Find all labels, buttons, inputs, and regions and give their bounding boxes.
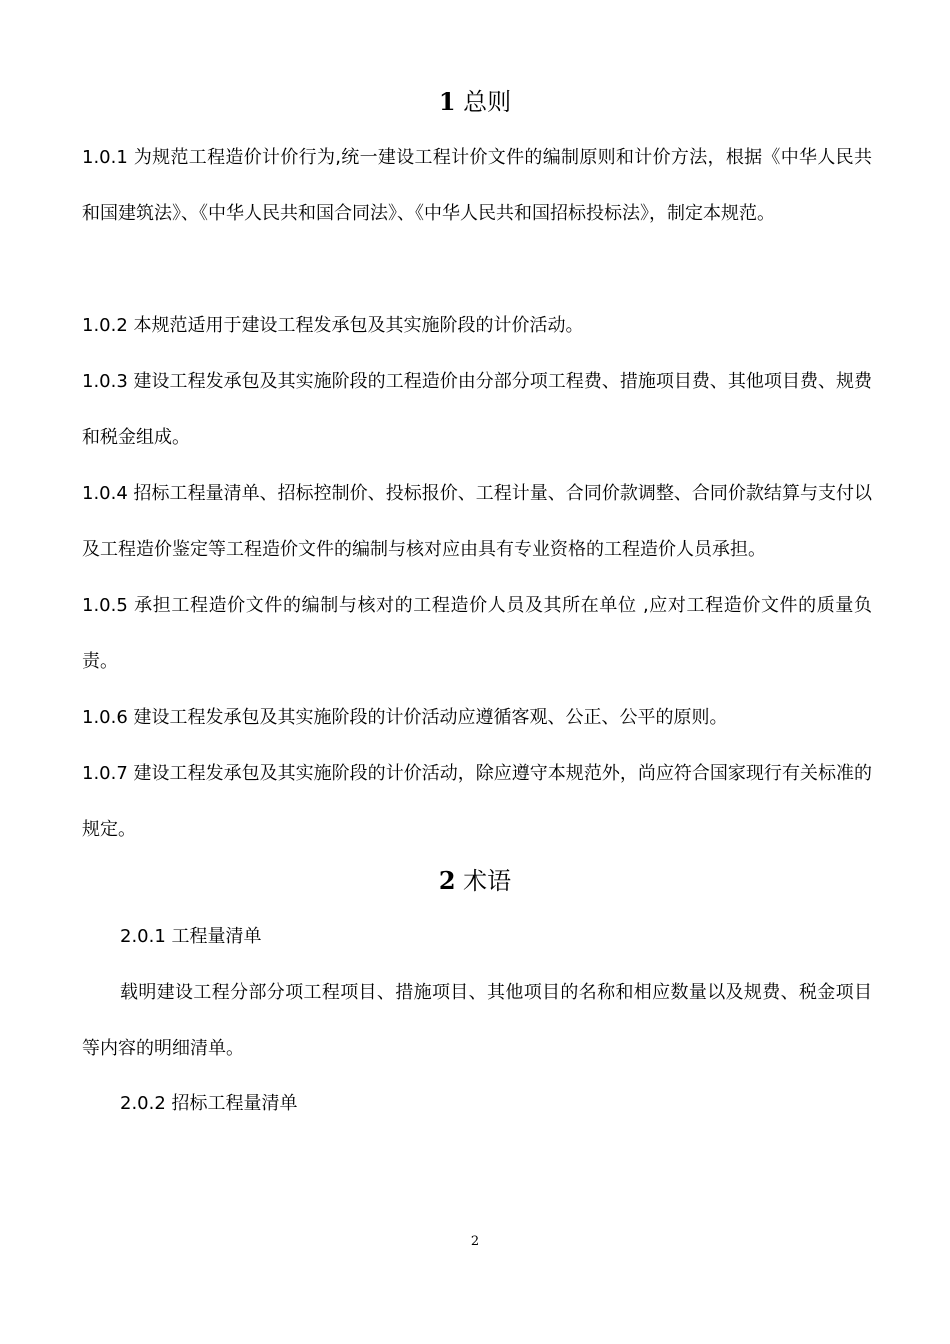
section-2-title: 术语 [463,867,512,895]
section-1-heading [0,87,950,117]
clause-1-0-4: 1.0.4 招标工程量清单、招标控制价、投标报价、工程计量、合同价款调整、合同价款结算与支付以及工程造价鉴定等工程造价文件的编制与核对应由具有专业资格的工程造价人员承担。 [82,483,872,560]
page-number: 2 [470,1234,480,1249]
clause-1-0-1: 1.0.1 为规范工程造价计价行为,统一建设工程计价文件的编制原则和计价方法，根据《中华人民共和国建筑法》、《中华人民共和国合同法》、《中华人民共和国招标投标法》，制定本规范。 [82,147,872,224]
clause-1-0-5: 1.0.5 承担工程造价文件的编制与核对的工程造价人员及其所在单位 ,应对工程造价文件的质量负责。 [82,595,872,672]
section-2-heading [0,866,950,896]
clause-1-0-2: 1.0.2 本规范适用于建设工程发承包及其实施阶段的计价活动。 [82,315,584,336]
section-1-number: 1 [438,87,456,116]
clause-1-0-7: 1.0.7 建设工程发承包及其实施阶段的计价活动，除应遵守本规范外，尚应符合国家现行有关标准的规定。 [82,763,872,840]
clause-1-0-6: 1.0.6 建设工程发承包及其实施阶段的计价活动应遵循客观、公正、公平的原则。 [82,707,728,728]
term-2-0-2-heading: 2.0.2 招标工程量清单 [120,1093,298,1114]
term-2-0-1-definition: 载明建设工程分部分项工程项目、措施项目、其他项目的名称和相应数量以及规费、税金项目等内容的明细清单。 [82,982,872,1059]
section-1-title: 总则 [463,88,512,116]
section-2-number: 2 [438,866,456,895]
term-2-0-1-heading: 2.0.1 工程量清单 [120,926,262,947]
clause-1-0-3: 1.0.3 建设工程发承包及其实施阶段的工程造价由分部分项工程费、措施项目费、其他项目费、规费和税金组成。 [82,371,872,448]
